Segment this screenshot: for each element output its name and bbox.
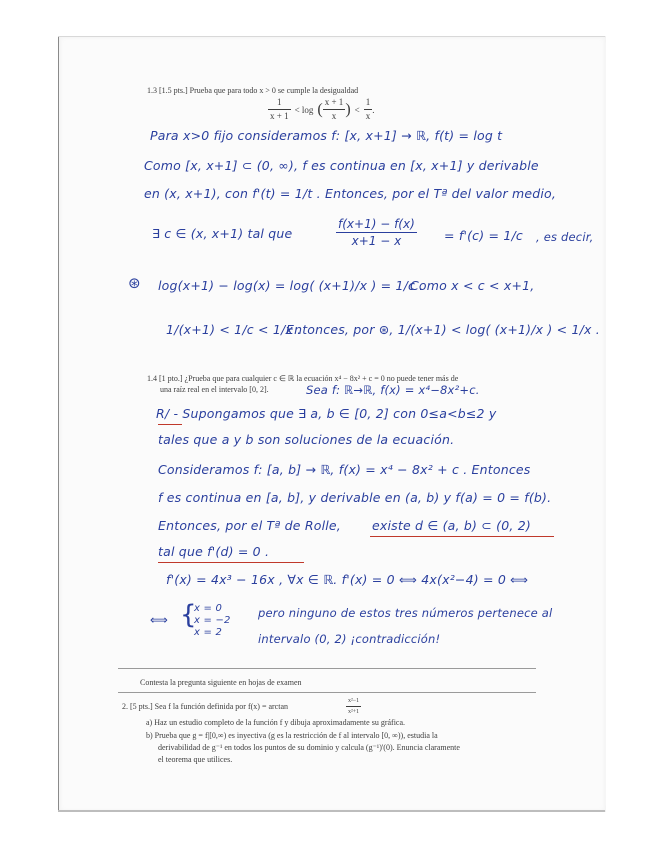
- formula-mid-fraction: $\frac{x + 1}{x}$: [324, 97, 344, 121]
- handwritten-line: Como [x, x+1] ⊂ (0, ∞), f es continua en [x, x+1] y derivable: [144, 158, 539, 173]
- question-2a: a) Haz un estudio completo de la función f y dibuja aproximadamente su gráfica.: [146, 718, 406, 727]
- formula-left-fraction: $\frac{1}{x + 1}$: [270, 97, 289, 121]
- handwritten-line: R/ - Supongamos que ∃ a, b ∈ [0, 2] con 0≤a<b≤2 y: [156, 406, 497, 421]
- root-value: x = 0: [194, 603, 223, 614]
- exercise-1-4-header-line1: 1.4 [1 pto.] ¿Prueba que para cualquier c ∈ ℝ la ecuación x⁴ − 8x² + c = 0 no puede tener más de: [147, 374, 459, 383]
- handwritten-line: tal que f'(d) = 0 .: [158, 544, 270, 559]
- exercise-1-4-function-def: Sea f: ℝ→ℝ, f(x) = x⁴−8x²+c.: [306, 383, 480, 397]
- handwritten-line: Para x>0 fijo consideramos f: [x, x+1] → ℝ, f(t) = log t: [150, 128, 503, 143]
- answer-underline: [158, 424, 182, 425]
- root-value: x = 2: [194, 627, 223, 638]
- question-2b-line3: el teorema que utilices.: [158, 755, 233, 764]
- section-divider: [118, 692, 536, 693]
- mvt-rhs: = f'(c) = 1/c: [444, 228, 523, 243]
- tal-que-underline: [158, 562, 304, 563]
- curly-brace: {: [180, 600, 197, 630]
- exercise-1-3-formula: $\frac{1}{x + 1}$ < log ( $\frac{x + 1}{x}$ ) < $\frac{1}{x}$ .: [270, 97, 375, 121]
- root-value: x = −2: [194, 615, 231, 626]
- inequality-line: 1/(x+1) < 1/c < 1/x .: [166, 322, 302, 337]
- iff-arrow: ⟺: [150, 612, 169, 627]
- handwritten-line: en (x, x+1), con f'(t) = 1/t . Entonces, por el Tª del valor medio,: [144, 186, 557, 201]
- handwritten-line: pero ninguno de estos tres números pertenece al: [258, 606, 553, 620]
- exam-sheet: [58, 36, 606, 812]
- sheet-top-edge: [58, 36, 605, 37]
- handwritten-line: intervalo (0, 2) ¡contradicción!: [258, 632, 441, 646]
- question-2-header: 2. [5 pts.] Sea f la función definida por f(x) = arctan: [122, 702, 289, 711]
- es-decir: , es decir,: [536, 230, 594, 244]
- instruction-text: Contesta la pregunta siguiente en hojas de examen: [140, 678, 302, 687]
- formula-log: < log: [294, 104, 314, 115]
- handwritten-line: f es continua en [a, b], y derivable en (a, b) y f(a) = 0 = f(b).: [158, 490, 552, 505]
- existence-underline: [370, 536, 554, 537]
- como-line: Como x < c < x+1,: [410, 278, 535, 293]
- handwritten-line: existe d ∈ (a, b) ⊂ (0, 2): [372, 518, 531, 533]
- question-2b-line2: derivabilidad de g⁻¹ en todos los puntos de su dominio y calcula (g⁻¹)'(0). Enuncia claramente: [158, 743, 460, 752]
- handwritten-line: ∃ c ∈ (x, x+1) tal que: [152, 226, 293, 241]
- section-divider: [118, 668, 536, 669]
- exercise-1-4-header-line2: una raíz real en el intervalo [0, 2].: [160, 385, 269, 394]
- handwritten-line: tales que a y b son soluciones de la ecuación.: [158, 432, 455, 447]
- mvt-quotient: f(x+1) − f(x) x+1 − x: [338, 217, 415, 248]
- question-2-fraction: x²−1 x²+1: [348, 698, 360, 715]
- conclusion-line: Entonces, por ⊛, 1/(x+1) < log( (x+1)/x ) < 1/x .: [286, 322, 600, 337]
- star-marker: ⊛: [128, 274, 141, 292]
- question-2b-line1: b) Prueba que g = f|[0,∞) es inyectiva (g es la restricción de f al intervalo [0, ∞)), estudia la: [146, 731, 438, 740]
- sheet-bottom-edge: [58, 810, 605, 812]
- derivative-line: f'(x) = 4x³ − 16x , ∀x ∈ ℝ. f'(x) = 0 ⟺ 4x(x²−4) = 0 ⟺: [166, 572, 529, 587]
- exercise-1-3-header: 1.3 [1.5 pts.] Prueba que para todo x > 0 se cumple la desigualdad: [147, 86, 359, 95]
- formula-right-fraction: $\frac{1}{x}$: [365, 97, 371, 121]
- log-difference-line: log(x+1) − log(x) = log( (x+1)/x ) = 1/c .: [158, 278, 424, 293]
- handwritten-line: Consideramos f: [a, b] → ℝ, f(x) = x⁴ − 8x² + c . Entonces: [158, 462, 531, 477]
- handwritten-line: Entonces, por el Tª de Rolle,: [158, 518, 341, 533]
